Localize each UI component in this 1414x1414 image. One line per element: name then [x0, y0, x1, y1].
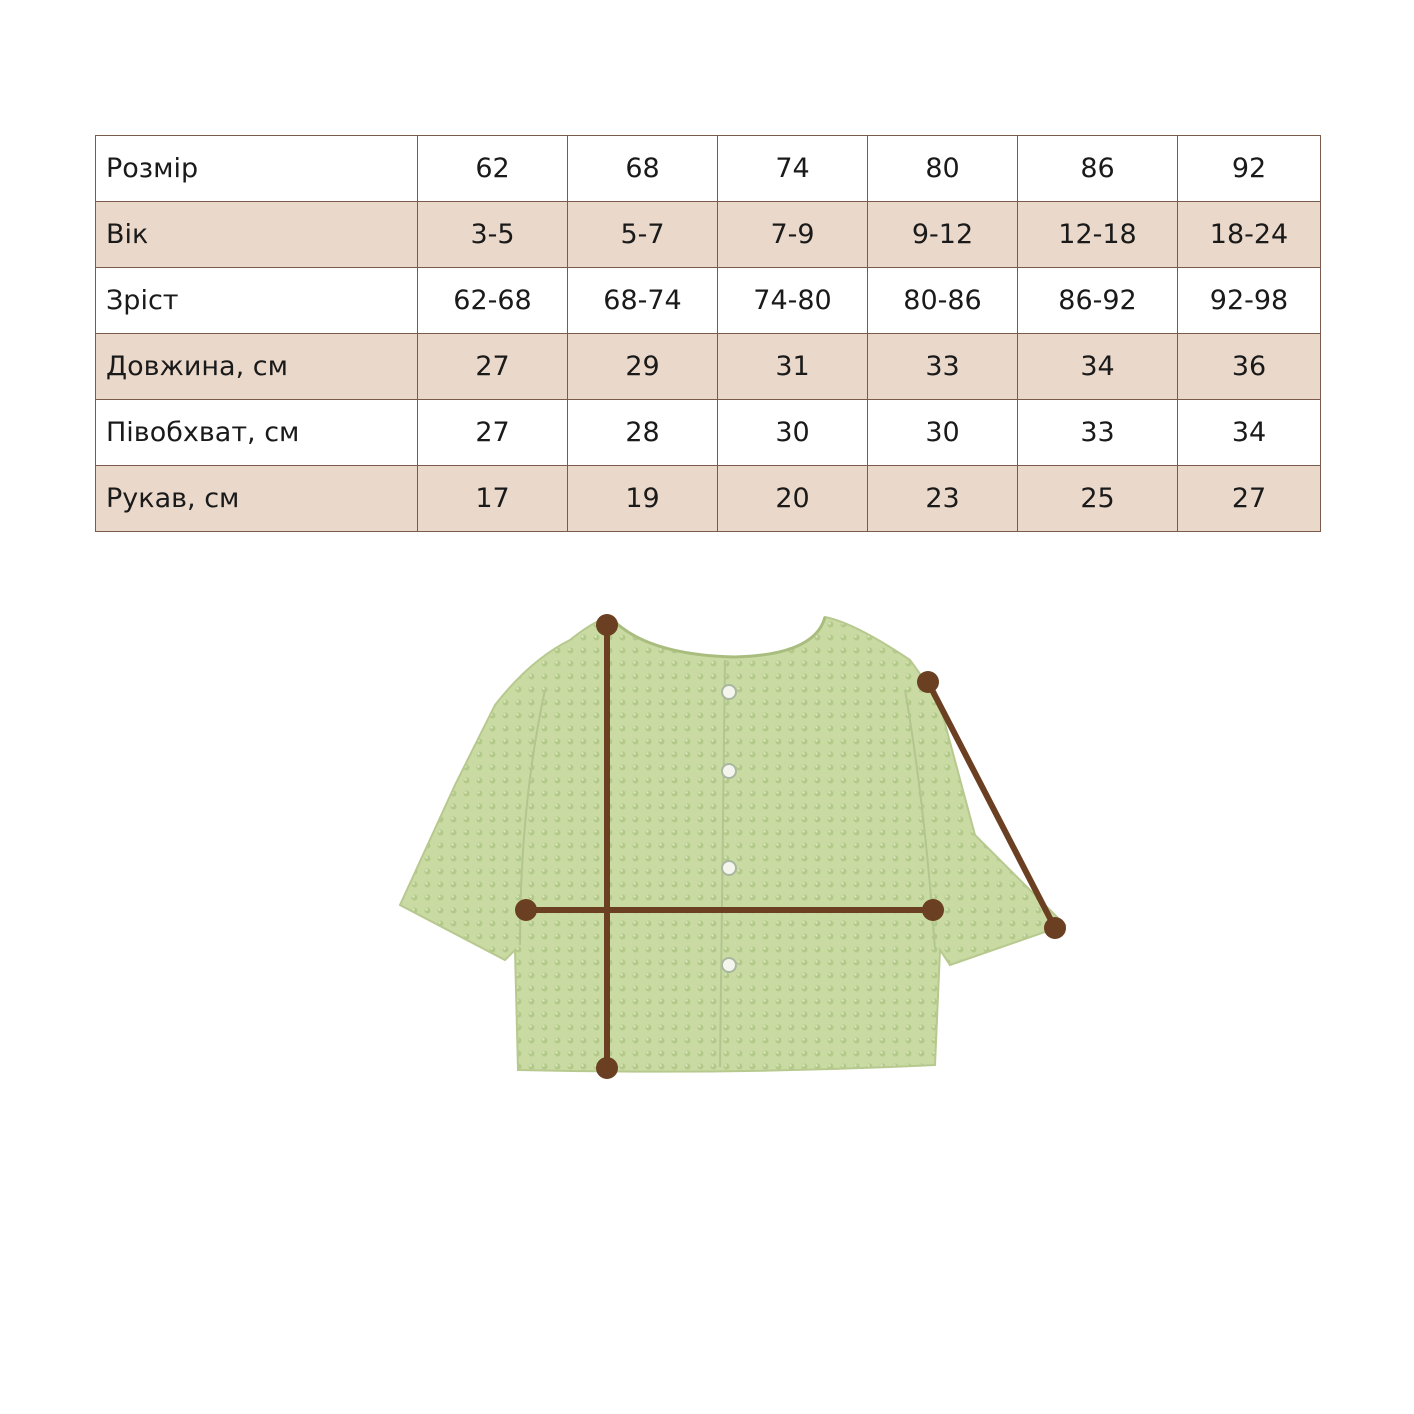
size-table	[95, 135, 1321, 532]
table-cell: 27	[418, 334, 568, 400]
table-row	[96, 466, 1321, 532]
table-cell: 92	[1178, 136, 1321, 202]
table-cell: 74-80	[718, 268, 868, 334]
table-cell: 62-68	[418, 268, 568, 334]
table-cell: 12-18	[1018, 202, 1178, 268]
table-cell: 68-74	[568, 268, 718, 334]
row-label: Розмір	[96, 136, 418, 202]
table-row	[96, 202, 1321, 268]
table-cell: 34	[1018, 334, 1178, 400]
row-label: Рукав, см	[96, 466, 418, 532]
table-cell: 31	[718, 334, 868, 400]
table-cell: 28	[568, 400, 718, 466]
table-cell: 3-5	[418, 202, 568, 268]
table-cell: 92-98	[1178, 268, 1321, 334]
table-cell: 30	[868, 400, 1018, 466]
table-cell: 17	[418, 466, 568, 532]
table-cell: 33	[868, 334, 1018, 400]
table-cell: 27	[1178, 466, 1321, 532]
snap-button	[722, 685, 736, 699]
table-cell: 29	[568, 334, 718, 400]
table-cell: 36	[1178, 334, 1321, 400]
table-cell: 18-24	[1178, 202, 1321, 268]
table-cell: 80	[868, 136, 1018, 202]
snap-button	[722, 958, 736, 972]
table-cell: 74	[718, 136, 868, 202]
table-cell: 62	[418, 136, 568, 202]
table-cell: 5-7	[568, 202, 718, 268]
table-cell: 30	[718, 400, 868, 466]
table-cell: 20	[718, 466, 868, 532]
table-cell: 19	[568, 466, 718, 532]
row-label: Півобхват, см	[96, 400, 418, 466]
table-row	[96, 334, 1321, 400]
table-cell: 86	[1018, 136, 1178, 202]
table-cell: 27	[418, 400, 568, 466]
snap-button	[722, 861, 736, 875]
table-row	[96, 136, 1321, 202]
table-cell: 86-92	[1018, 268, 1178, 334]
table-cell: 80-86	[868, 268, 1018, 334]
snap-button	[722, 764, 736, 778]
table-cell: 9-12	[868, 202, 1018, 268]
row-label: Довжина, см	[96, 334, 418, 400]
table-row	[96, 400, 1321, 466]
table-row	[96, 268, 1321, 334]
table-cell: 7-9	[718, 202, 868, 268]
table-cell: 33	[1018, 400, 1178, 466]
row-label: Зріст	[96, 268, 418, 334]
table-cell: 34	[1178, 400, 1321, 466]
table-cell: 23	[868, 466, 1018, 532]
cardigan-measurement-diagram	[395, 605, 1085, 1095]
row-label: Вік	[96, 202, 418, 268]
table-cell: 68	[568, 136, 718, 202]
table-cell: 25	[1018, 466, 1178, 532]
